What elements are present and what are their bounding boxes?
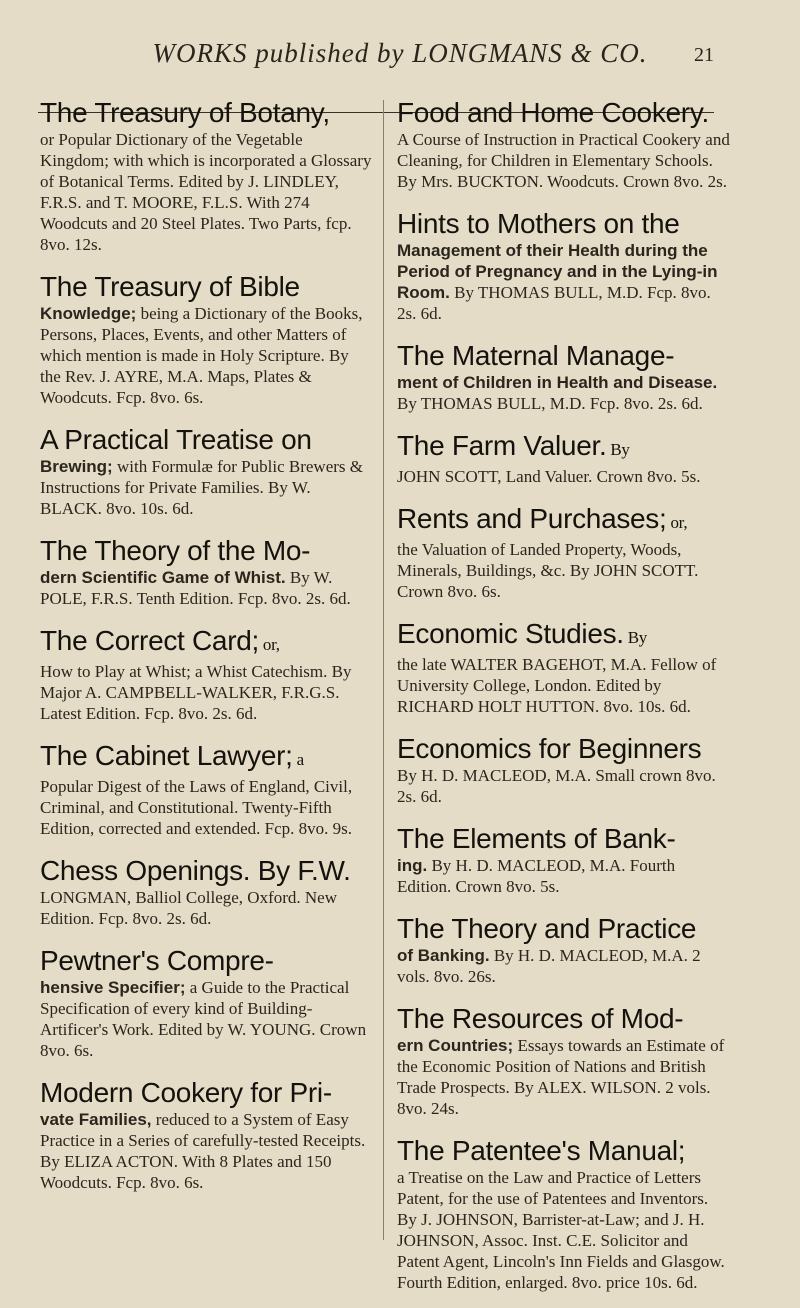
book-title-text: Pewtner's Compre- — [40, 945, 274, 976]
book-entry — [397, 339, 730, 414]
book-entry — [397, 207, 730, 324]
book-entry — [40, 1076, 373, 1193]
book-details: or Popular Dictionary of the Vegetable Kingdom; with which is incorporated a Glossary of Botanical Terms. Edited by J. LINDLEY, F.R.S. and T. MOORE, F.L.S. With 274 Woodcuts and 20 Steel Plates. Two Parts, fcp. 8vo. 12s. — [40, 130, 372, 254]
book-description — [397, 240, 730, 324]
book-details: By THOMAS BULL, M.D. Fcp. 8vo. 2s. 6d. — [397, 394, 703, 413]
book-title — [397, 502, 730, 539]
book-details: Essays towards an Estimate of the Economic Position of Nations and British Trade Prospects. By ALEX. WILSON. 2 vols. 8vo. 24s. — [397, 1036, 725, 1118]
book-title — [397, 912, 730, 945]
book-subtitle: ern Countries; — [397, 1036, 514, 1055]
book-entry — [40, 624, 373, 724]
book-details: Popular Digest of the Laws of England, Civil, Criminal, and Constitutional. Twenty-Fifth Edition, corrected and extended. Fcp. 8vo. 9s. — [40, 777, 353, 838]
book-details: JOHN SCOTT, Land Valuer. Crown 8vo. 5s. — [397, 467, 701, 486]
book-title-tail: or, — [258, 635, 280, 654]
book-subtitle: of Banking. — [397, 946, 490, 965]
book-entry — [397, 617, 730, 717]
book-subtitle: ment of Children in Health and Disease. — [397, 373, 718, 392]
book-description — [40, 456, 373, 519]
book-description — [397, 765, 730, 807]
book-description — [397, 1167, 730, 1293]
book-title — [40, 96, 373, 129]
page-number: 21 — [694, 44, 714, 66]
book-entry — [40, 854, 373, 929]
book-description — [40, 303, 373, 408]
book-entry — [397, 822, 730, 897]
book-description — [397, 372, 730, 414]
book-title-text: Economic Studies. — [397, 618, 624, 649]
book-title-text: Modern Cookery for Pri- — [40, 1077, 332, 1108]
book-description — [397, 654, 730, 717]
book-entry — [40, 739, 373, 839]
book-title — [397, 429, 730, 466]
book-title-text: Food and Home Cookery. — [397, 97, 709, 128]
book-title-text: Rents and Purchases; — [397, 503, 667, 534]
book-subtitle: Management of their Health during the Period of Pregnancy and in the Lying-in Room. — [397, 241, 718, 302]
book-entry — [397, 96, 730, 192]
book-title-tail: a — [292, 750, 304, 769]
book-title — [397, 617, 730, 654]
book-title-tail: or, — [666, 513, 688, 532]
book-title-tail: By — [623, 628, 647, 647]
book-description — [40, 661, 373, 724]
left-column — [40, 96, 373, 1308]
book-details: By H. D. MACLEOD, M.A. Small crown 8vo. 2s. 6d. — [397, 766, 716, 806]
book-details: a Guide to the Practical Specification of every kind of Building-Artificer's Work. Edited by W. YOUNG. Crown 8vo. 6s. — [40, 978, 367, 1060]
book-title-text: The Treasury of Botany, — [40, 97, 330, 128]
book-title-text: A Practical Treatise on — [40, 424, 312, 455]
book-description — [40, 887, 373, 929]
book-title — [40, 270, 373, 303]
book-title — [397, 207, 730, 240]
book-entry — [40, 944, 373, 1061]
book-details: with Formulæ for Public Brewers & Instructions for Private Families. By W. BLACK. 8vo. 10s. 6d. — [40, 457, 363, 518]
running-head: WORKS published by LONGMANS & CO. — [152, 38, 648, 68]
book-details: By H. D. MACLEOD, M.A. 2 vols. 8vo. 26s. — [397, 946, 701, 986]
book-title — [397, 339, 730, 372]
book-entry — [397, 1002, 730, 1119]
book-description — [40, 776, 373, 839]
book-entry — [397, 732, 730, 807]
book-entry — [40, 534, 373, 609]
book-title-text: Economics for Beginners — [397, 733, 702, 764]
book-subtitle: vate Families, — [40, 1110, 152, 1129]
book-description — [40, 129, 373, 255]
book-title-text: The Farm Valuer. — [397, 430, 607, 461]
book-description — [397, 855, 730, 897]
book-title — [40, 854, 373, 887]
book-title-text: The Elements of Bank- — [397, 823, 676, 854]
book-description — [397, 129, 730, 192]
book-entry — [397, 502, 730, 602]
book-title — [40, 624, 373, 661]
book-subtitle: ing. — [397, 856, 428, 875]
book-title-text: Hints to Mothers on the — [397, 208, 680, 239]
right-column — [397, 96, 730, 1308]
book-title-text: The Resources of Mod- — [397, 1003, 684, 1034]
book-title — [40, 423, 373, 456]
book-details: By H. D. MACLEOD, M.A. Fourth Edition. Crown 8vo. 5s. — [397, 856, 676, 896]
book-title — [40, 1076, 373, 1109]
book-description — [40, 1109, 373, 1193]
book-subtitle: dern Scientific Game of Whist. — [40, 568, 286, 587]
book-title — [397, 822, 730, 855]
book-title — [397, 1134, 730, 1167]
book-details: A Course of Instruction in Practical Cookery and Cleaning, for Children in Elementary Schools. By Mrs. BUCKTON. Woodcuts. Crown 8vo. 2s. — [397, 130, 730, 191]
book-title-text: Chess Openings. By F.W. — [40, 855, 351, 886]
book-entry — [397, 912, 730, 987]
book-details: How to Play at Whist; a Whist Catechism. By Major A. CAMPBELL-WALKER, F.R.G.S. Latest Edition. Fcp. 8vo. 2s. 6d. — [40, 662, 352, 723]
page-header — [0, 38, 800, 78]
book-title-tail: By — [606, 440, 630, 459]
book-entry — [40, 96, 373, 255]
book-description — [397, 539, 730, 602]
book-description — [397, 466, 730, 487]
book-description — [40, 977, 373, 1061]
book-subtitle: Brewing; — [40, 457, 113, 476]
book-entry — [40, 270, 373, 408]
book-description — [40, 567, 373, 609]
book-details: By W. POLE, F.R.S. Tenth Edition. Fcp. 8vo. 2s. 6d. — [40, 568, 351, 608]
book-description — [397, 945, 730, 987]
book-details: reduced to a System of Easy Practice in a Series of carefully-tested Receipts. By ELIZA ACTON. With 8 Plates and 150 Woodcuts. Fcp. 8vo. 6s. — [40, 1110, 366, 1192]
book-title-text: The Patentee's Manual; — [397, 1135, 686, 1166]
book-title-text: The Treasury of Bible — [40, 271, 300, 302]
book-subtitle: hensive Specifier; — [40, 978, 186, 997]
book-title — [397, 732, 730, 765]
book-title — [40, 944, 373, 977]
book-title-text: The Cabinet Lawyer; — [40, 740, 293, 771]
book-details: the Valuation of Landed Property, Woods, Minerals, Buildings, &c. By JOHN SCOTT. Crown 8vo. 6s. — [397, 540, 699, 601]
book-entry — [40, 423, 373, 519]
book-entry — [397, 1134, 730, 1293]
book-title — [397, 1002, 730, 1035]
catalogue-columns — [40, 96, 730, 1308]
book-details: LONGMAN, Balliol College, Oxford. New Edition. Fcp. 8vo. 2s. 6d. — [40, 888, 337, 928]
book-entry — [397, 429, 730, 487]
book-description — [397, 1035, 730, 1119]
book-title-text: The Theory of the Mo- — [40, 535, 311, 566]
book-title-text: The Theory and Practice — [397, 913, 697, 944]
book-title-text: The Maternal Manage- — [397, 340, 675, 371]
book-title-text: The Correct Card; — [40, 625, 259, 656]
book-title — [40, 739, 373, 776]
book-title — [397, 96, 730, 129]
book-details: a Treatise on the Law and Practice of Letters Patent, for the use of Patentees and Inventors. By J. JOHNSON, Barrister-at-Law; and J. H. JOHNSON, Assoc. Inst. C.E. Solicitor and Patent Agent, Lincoln's Inn Fields and Glasgow. Fourth Edition, enlarged. 8vo. price 10s. 6d. — [397, 1168, 725, 1292]
book-details: By THOMAS BULL, M.D. Fcp. 8vo. 2s. 6d. — [397, 283, 711, 323]
book-subtitle: Knowledge; — [40, 304, 137, 323]
book-title — [40, 534, 373, 567]
book-details: the late WALTER BAGEHOT, M.A. Fellow of University College, London. Edited by RICHARD HOLT HUTTON. 8vo. 10s. 6d. — [397, 655, 717, 716]
book-details: being a Dictionary of the Books, Persons, Places, Events, and other Matters of which mention is made in Holy Scripture. By the Rev. J. AYRE, M.A. Maps, Plates & Woodcuts. Fcp. 8vo. 6s. — [40, 304, 363, 407]
